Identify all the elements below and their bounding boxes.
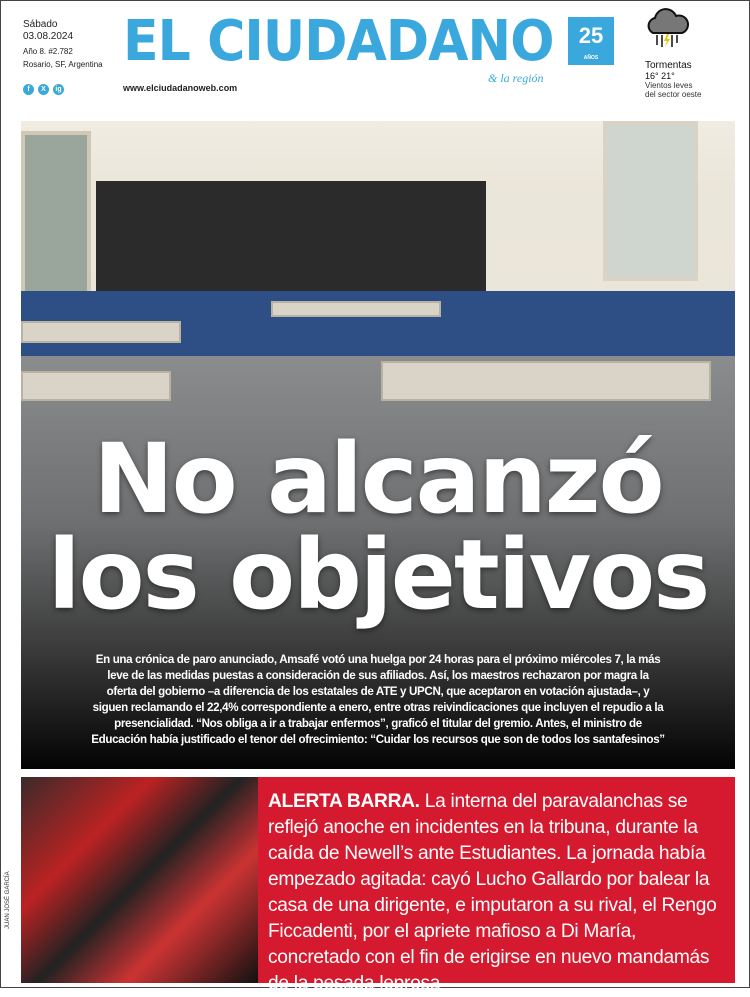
anniversary-label: AÑOS [583,55,599,61]
anniversary-number: 25 [578,23,604,48]
instagram-icon[interactable]: ig [53,84,64,95]
headline-line1: No alcanzó [93,423,663,535]
region-tagline: & la región [488,71,544,85]
anniversary-badge [568,17,614,65]
issue: Año 8. #2.782 [23,47,73,56]
desk [21,321,181,343]
desk [21,371,171,401]
desk [271,301,441,317]
wind-line2: del sector oeste [645,90,702,99]
photo-credit: JUAN JOSÉ GARCÍA [5,871,11,929]
story-kicker: ALERTA BARRA. [268,791,420,812]
masthead-logo: EL CIUDADANO [123,9,554,74]
website-url: www.elciudadanoweb.com [123,83,238,93]
story-body: La interna del paravalanchas se reflejó anoche en incidentes en la tribuna, durante la caída de Newell’s ante Estudiantes. La jornada había empezado agitada: cayó Lucho Gallardo por balear la casa de una dirigente, e imputaron a su rival, el Rengo Ficcadenti, por el apriete mafioso a Di María, concretado con el fin de erigirse en nuevo mandamás de la pesada leprosa [268,791,717,994]
storm-cloud-icon [643,7,691,51]
weather-condition: Tormentas [645,60,692,71]
headline-line2: los objetivos [47,519,709,631]
secondary-story [258,777,735,994]
desk [381,361,711,401]
weather-widget [645,7,735,99]
weather-temps: 16° 21° [645,71,675,81]
blackboard [96,181,486,291]
lede-text: En una crónica de paro anunciado, Amsafé votó una huelga por 24 horas para el próximo miércoles 7, la más leve de las medidas puestas a consideración de sus afiliados. Así, los maestros rechazaron por magra la oferta del gobierno –a diferencia de los estatales de ATE y UPCN, que aceptaron en votación ajustada–, y siguen reclamando el 22,4% correspondiente a enero, entre otras reivindicaciones que incluyen el repudio a la presencialidad. “Nos obliga a ir a trabajar enfermos”, graficó el titular del gremio. Antes, el ministro de Educación había justificado el tenor del ofrecimiento: “Cuidar los recursos que son de todos los santafesinos” [91,653,665,746]
edition-info [23,19,103,69]
social-links [23,84,64,95]
facebook-icon[interactable]: f [23,84,34,95]
day: Sábado [23,19,58,30]
x-icon[interactable]: X [38,84,49,95]
stadium-photo [21,777,258,983]
classroom-window [603,121,698,281]
main-story-photo [21,121,735,769]
wind-line1: Vientos leves [645,81,693,90]
location: Rosario, SF, Argentina [23,60,103,69]
date: 03.08.2024 [23,31,74,42]
